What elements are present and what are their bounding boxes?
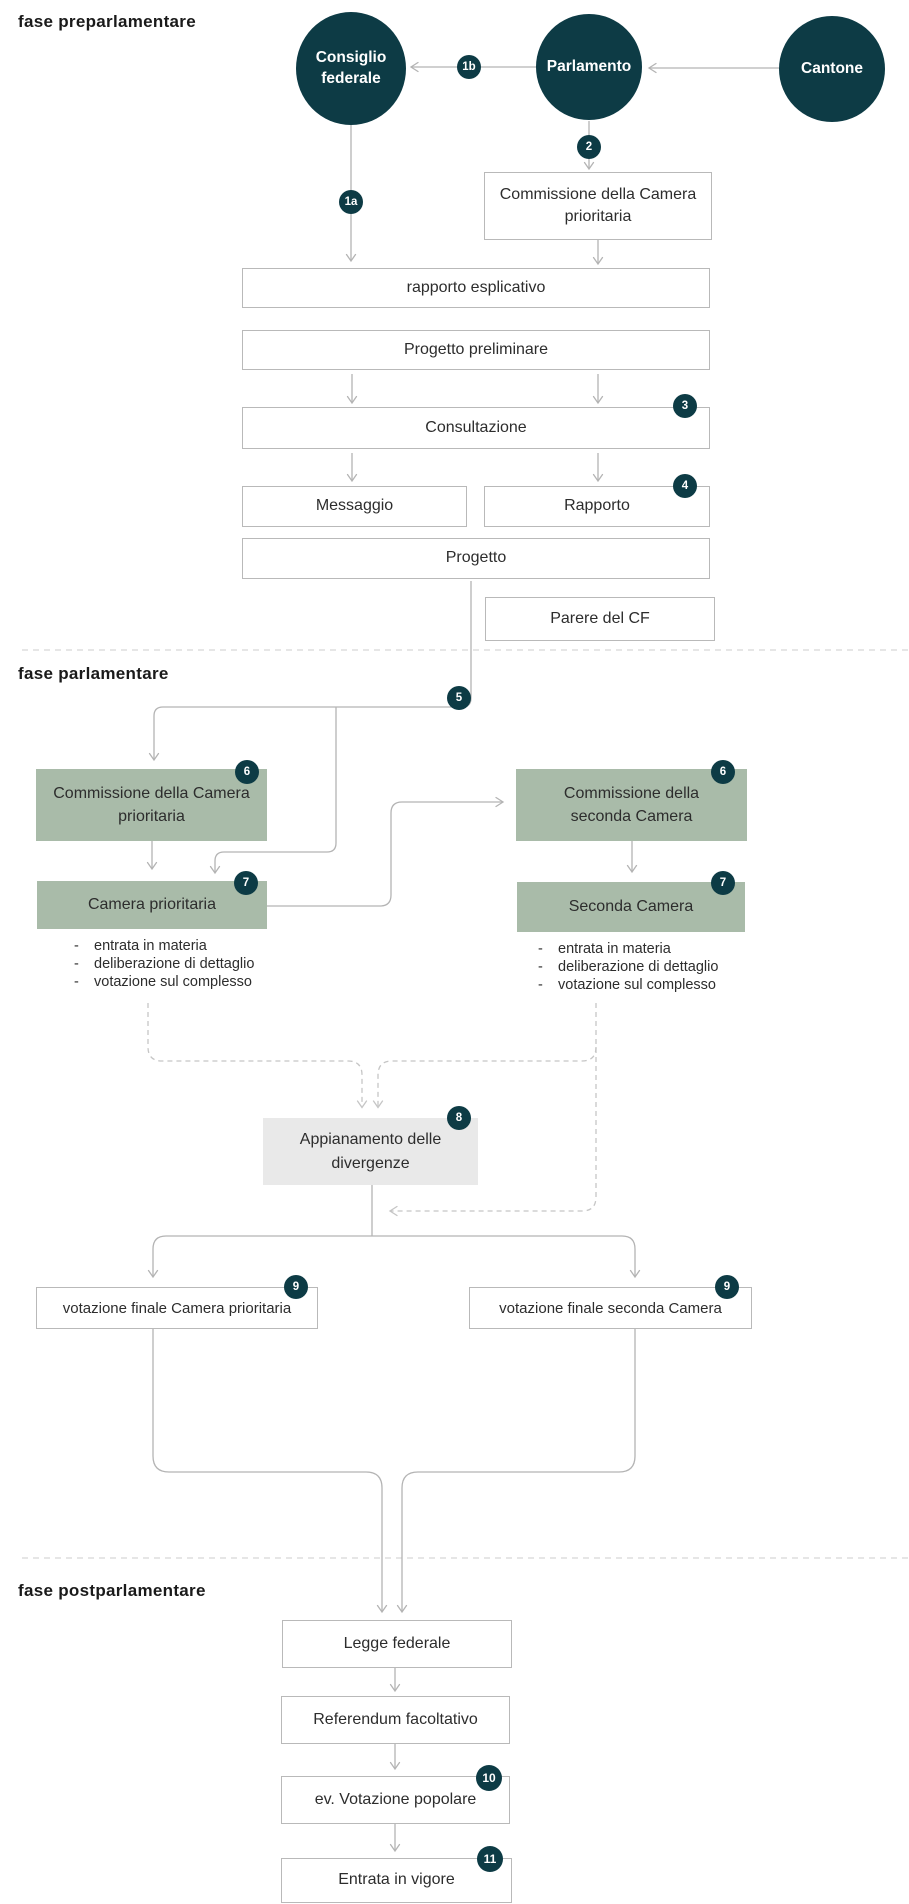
list-item <box>538 958 768 976</box>
box-legge-federale: Legge federale <box>282 1620 512 1668</box>
circle-parlamento: Parlamento <box>536 14 642 120</box>
circle-consiglio-federale: Consiglio federale <box>296 12 406 125</box>
box-consultazione: Consultazione <box>242 407 710 449</box>
badge-7-left: 7 <box>234 871 258 895</box>
box-votazione-finale-camera-prioritaria: votazione finale Camera prioritaria <box>36 1287 318 1329</box>
box-commissione-seconda-camera: Commissione della seconda Camera <box>516 769 747 841</box>
box-messaggio: Messaggio <box>242 486 467 527</box>
bullet-dash: - <box>74 956 79 972</box>
bullet-dash: - <box>538 959 543 975</box>
box-votazione-finale-seconda-camera: votazione finale seconda Camera <box>469 1287 752 1329</box>
box-commissione-camera-prioritaria-pre: Commissione della Camera prioritaria <box>484 172 712 240</box>
seconda-camera-steps <box>538 940 768 994</box>
box-appianamento-divergenze: Appianamento delle divergenze <box>263 1118 478 1185</box>
bullet-text: entrata in materia <box>94 938 207 954</box>
badge-6-left: 6 <box>235 760 259 784</box>
list-item <box>538 940 768 958</box>
box-parere-del-cf: Parere del CF <box>485 597 715 641</box>
badge-3: 3 <box>673 394 697 418</box>
list-item <box>74 955 304 973</box>
box-camera-prioritaria: Camera prioritaria <box>37 881 267 929</box>
badge-4: 4 <box>673 474 697 498</box>
badge-1b: 1b <box>457 55 481 79</box>
bullet-dash: - <box>538 941 543 957</box>
badge-1a: 1a <box>339 190 363 214</box>
badge-2: 2 <box>577 135 601 159</box>
list-item <box>538 976 768 994</box>
box-entrata-in-vigore: Entrata in vigore <box>281 1858 512 1903</box>
list-item <box>74 937 304 955</box>
badge-6-right: 6 <box>711 760 735 784</box>
bullet-dash: - <box>74 974 79 990</box>
phase-label-preparliamentary: fase preparlamentare <box>18 12 196 31</box>
badge-11: 11 <box>477 1846 503 1872</box>
bullet-text: entrata in materia <box>558 941 671 957</box>
phase-label-parliamentary: fase parlamentare <box>18 664 169 683</box>
box-referendum-facoltativo: Referendum facoltativo <box>281 1696 510 1744</box>
bullet-dash: - <box>538 977 543 993</box>
badge-10: 10 <box>476 1765 502 1791</box>
list-item <box>74 973 304 991</box>
circle-cantone: Cantone <box>779 16 885 122</box>
bullet-dash: - <box>74 938 79 954</box>
badge-9-right: 9 <box>715 1275 739 1299</box>
phase-label-postparliamentary: fase postparlamentare <box>18 1581 206 1600</box>
badge-9-left: 9 <box>284 1275 308 1299</box>
box-votazione-popolare: ev. Votazione popolare <box>281 1776 510 1824</box>
bullet-text: deliberazione di dettaglio <box>94 956 255 972</box>
box-commissione-camera-prioritaria: Commissione della Camera prioritaria <box>36 769 267 841</box>
bullet-text: deliberazione di dettaglio <box>558 959 719 975</box>
final-vote-arrows <box>149 1185 640 1277</box>
bullet-text: votazione sul complesso <box>558 977 716 993</box>
box-seconda-camera: Seconda Camera <box>517 882 745 932</box>
bullet-text: votazione sul complesso <box>94 974 252 990</box>
box-progetto: Progetto <box>242 538 710 579</box>
badge-5: 5 <box>447 686 471 710</box>
camera-prioritaria-steps <box>74 937 304 991</box>
box-progetto-preliminare: Progetto preliminare <box>242 330 710 370</box>
box-rapporto-esplicativo: rapporto esplicativo <box>242 268 710 308</box>
box-rapporto: Rapporto <box>484 486 710 527</box>
badge-7-right: 7 <box>711 871 735 895</box>
merge-arrows <box>153 1329 635 1612</box>
badge-8: 8 <box>447 1106 471 1130</box>
